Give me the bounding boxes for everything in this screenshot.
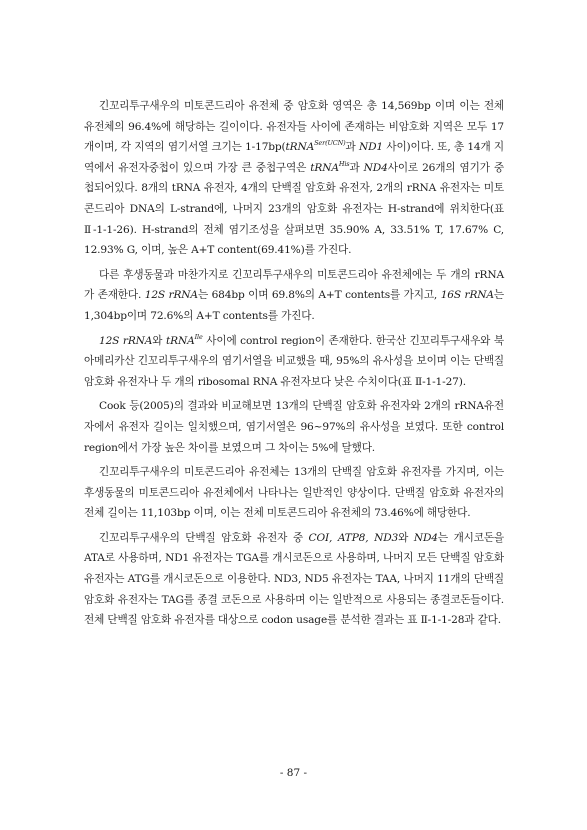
paragraph xyxy=(84,396,504,458)
text-run: 과 xyxy=(345,141,359,154)
paragraph xyxy=(84,96,504,261)
italic-text: tRNA xyxy=(285,141,315,154)
italic-text: tRNA xyxy=(166,334,195,347)
italic-text: 12S rRNA xyxy=(99,334,153,347)
text-run: 과 xyxy=(349,161,364,174)
superscript-text: Ile xyxy=(194,332,203,341)
italic-text: ND4 xyxy=(413,531,438,544)
italic-text: 12S rRNA xyxy=(144,289,198,302)
paragraph xyxy=(84,331,504,393)
superscript-text: Ser(UCN) xyxy=(314,139,346,148)
text-run: 사이)이다. 또, 총 14개 지역에서 유전자중첩이 있으며 가장 큰 중첩구역은 xyxy=(84,141,505,174)
italic-text: tRNA xyxy=(310,161,339,174)
text-run: 다른 후생동물과 마찬가지로 긴꼬리투구새우의 미토콘드리아 유전체에는 두 개의 rRNA가 존재한다. xyxy=(84,268,504,302)
page-number: - 87 - xyxy=(279,767,308,779)
paragraph xyxy=(84,462,504,524)
text-run: 사이에 control region이 존재한다. 한국산 긴꼬리투구새우와 북아메리카산 긴꼬리투구새우의 염기서열을 비교했을 때, 95%의 유사성을 보이며 이는 단백질 암호화 유전자나 두 개의 ribosomal RNA 유전자보다 낮은 수치이다(표 Ⅱ-1-1-27). xyxy=(84,334,504,388)
text-run: 는 684bp 이며 69.8%의 A+T contents를 가지고, xyxy=(197,289,441,302)
body-text xyxy=(84,96,504,635)
text-run: 는 1,304bp이며 72.6%의 A+T contents를 가진다. xyxy=(84,289,504,322)
text-run: 와 xyxy=(398,531,414,544)
italic-text: COI, ATP8, ND3 xyxy=(308,531,399,544)
text-run: 는 개시코돈을 ATA로 사용하며, ND1 유전자는 TGA를 개시코돈으로 사용하며, 나머지 모든 단백질 암호화 유전자는 ATG를 개시코돈으로 이용한다. ND3, ND5 유전자는 TAA, 나머지 11개의 단백질 암호화 유전자는 TAG를 종결 코돈으로 사용하며 이는 일반적으로 사용되는 종결코돈들이다. 전체 단백질 암호화 유전자를 대상으로 codon usage를 분석한 결과는 표 Ⅱ-1-1-28과 같다. xyxy=(84,531,504,627)
superscript-text: His xyxy=(338,159,350,168)
paragraph xyxy=(84,528,504,631)
paragraph xyxy=(84,265,504,327)
text-run: 긴꼬리투구새우의 단백질 암호화 유전자 중 xyxy=(99,531,309,544)
italic-text: 16S rRNA xyxy=(440,289,494,302)
text-run: 사이로 26개의 염기가 중첩되어있다. 8개의 tRNA 유전자, 4개의 단백질 암호화 유전자, 2개의 rRNA 유전자는 미토콘드리아 DNA의 L-strand에, 나머지 23개의 암호화 유전자는 H-strand에 위치한다(표 Ⅱ-1-1-26). H-strand의 전체 염기조성을 살펴보면 35.90% A, 33.51% T, 17.67% C, 12.93% G, 이며, 높은 A+T content(69.41%)를 가진다. xyxy=(84,161,504,257)
italic-text: ND1 xyxy=(358,141,384,154)
text-run: Cook 등(2005)의 결과와 비교해보면 13개의 단백질 암호화 유전자와 2개의 rRNA유전자에서 유전자 길이는 일치했으며, 염기서열은 96~97%의 유사성을 보였다. 또한 control region에서 가장 높은 차이를 보였으며 그 차이는 5%에 달했다. xyxy=(84,400,504,454)
text-run: 긴꼬리투구새우의 미토콘드리아 유전체 중 암호화 영역은 총 14,569bp 이며 이는 전체 유전체의 96.4%에 해당하는 길이이다. 유전자들 사이에 존재하는 비암호화 지역은 모두 17개이며, 각 지역의 염기서열 크기는 1-17bp( xyxy=(84,100,504,154)
text-run: 긴꼬리투구새우의 미토콘드리아 유전체는 13개의 단백질 암호화 유전자를 가지며, 이는 후생동물의 미토콘드리아 유전체에서 나타나는 일반적인 양상이다. 단백질 암호화 유전자의 전체 길이는 11,103bp 이며, 이는 전체 미토콘드리아 유전체의 73.46%에 해당한다. xyxy=(84,466,504,520)
italic-text: ND4 xyxy=(363,161,388,174)
text-run: 와 xyxy=(152,334,167,347)
